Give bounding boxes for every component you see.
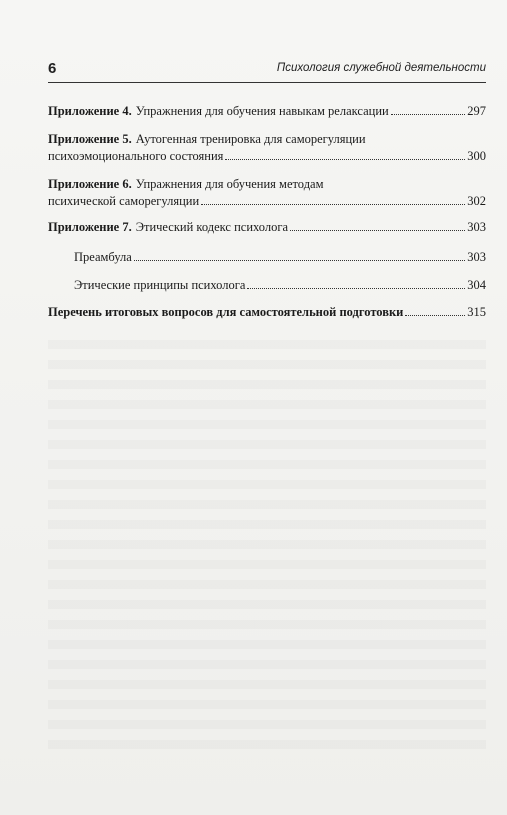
toc-entry-page: 303 xyxy=(467,220,486,234)
toc-entry-lead: Приложение 6. xyxy=(48,177,132,191)
header-rule xyxy=(48,82,486,83)
toc-entry-title-cont: психоэмоционального состояния xyxy=(48,149,224,163)
leader-dots xyxy=(134,260,465,261)
toc-entry-title-cont: психической саморегуляции xyxy=(48,194,200,208)
leader-dots xyxy=(391,114,466,115)
toc-entry-page: 297 xyxy=(467,104,486,118)
toc-entry-page: 303 xyxy=(467,250,486,264)
toc-entry-title: Перечень итоговых вопросов для самостоятельной подготовки xyxy=(48,305,404,319)
leader-dots xyxy=(247,288,465,289)
toc-entry-title: Этический кодекс психолога xyxy=(135,220,289,234)
toc-entry-page: 315 xyxy=(467,305,486,319)
toc-entry-appendix-6[interactable] xyxy=(48,176,486,210)
table-of-contents xyxy=(48,100,486,321)
toc-entry-final-questions[interactable] xyxy=(48,304,486,321)
toc-entry-appendix-4[interactable] xyxy=(48,103,486,120)
toc-entry-title: Упражнения для обучения навыкам релаксации xyxy=(135,104,389,118)
leader-dots xyxy=(290,230,465,231)
page-number: 6 xyxy=(48,60,57,77)
leader-dots xyxy=(405,315,465,316)
toc-entry-title: Упражнения для обучения методам xyxy=(135,177,324,191)
toc-entry-appendix-5[interactable] xyxy=(48,131,486,165)
page-header xyxy=(48,60,486,80)
leader-dots xyxy=(201,204,465,205)
toc-entry-page: 302 xyxy=(467,194,486,208)
toc-entry-page: 300 xyxy=(467,149,486,163)
toc-entry-lead: Приложение 4. xyxy=(48,104,132,118)
toc-entry-title: Этические принципы психолога xyxy=(74,278,246,292)
toc-entry-ethical-principles[interactable] xyxy=(48,277,486,294)
toc-entry-title: Аутогенная тренировка для саморегуляции xyxy=(135,132,366,146)
toc-entry-preamble[interactable] xyxy=(48,249,486,266)
running-title: Психология служебной деятельности xyxy=(276,62,486,74)
toc-entry-page: 304 xyxy=(467,278,486,292)
toc-entry-title: Преамбула xyxy=(74,250,132,264)
toc-entry-lead: Приложение 5. xyxy=(48,132,132,146)
bleed-through-texture xyxy=(48,340,486,760)
toc-entry-appendix-7[interactable] xyxy=(48,219,486,236)
leader-dots xyxy=(225,159,465,160)
toc-entry-lead: Приложение 7. xyxy=(48,220,132,234)
